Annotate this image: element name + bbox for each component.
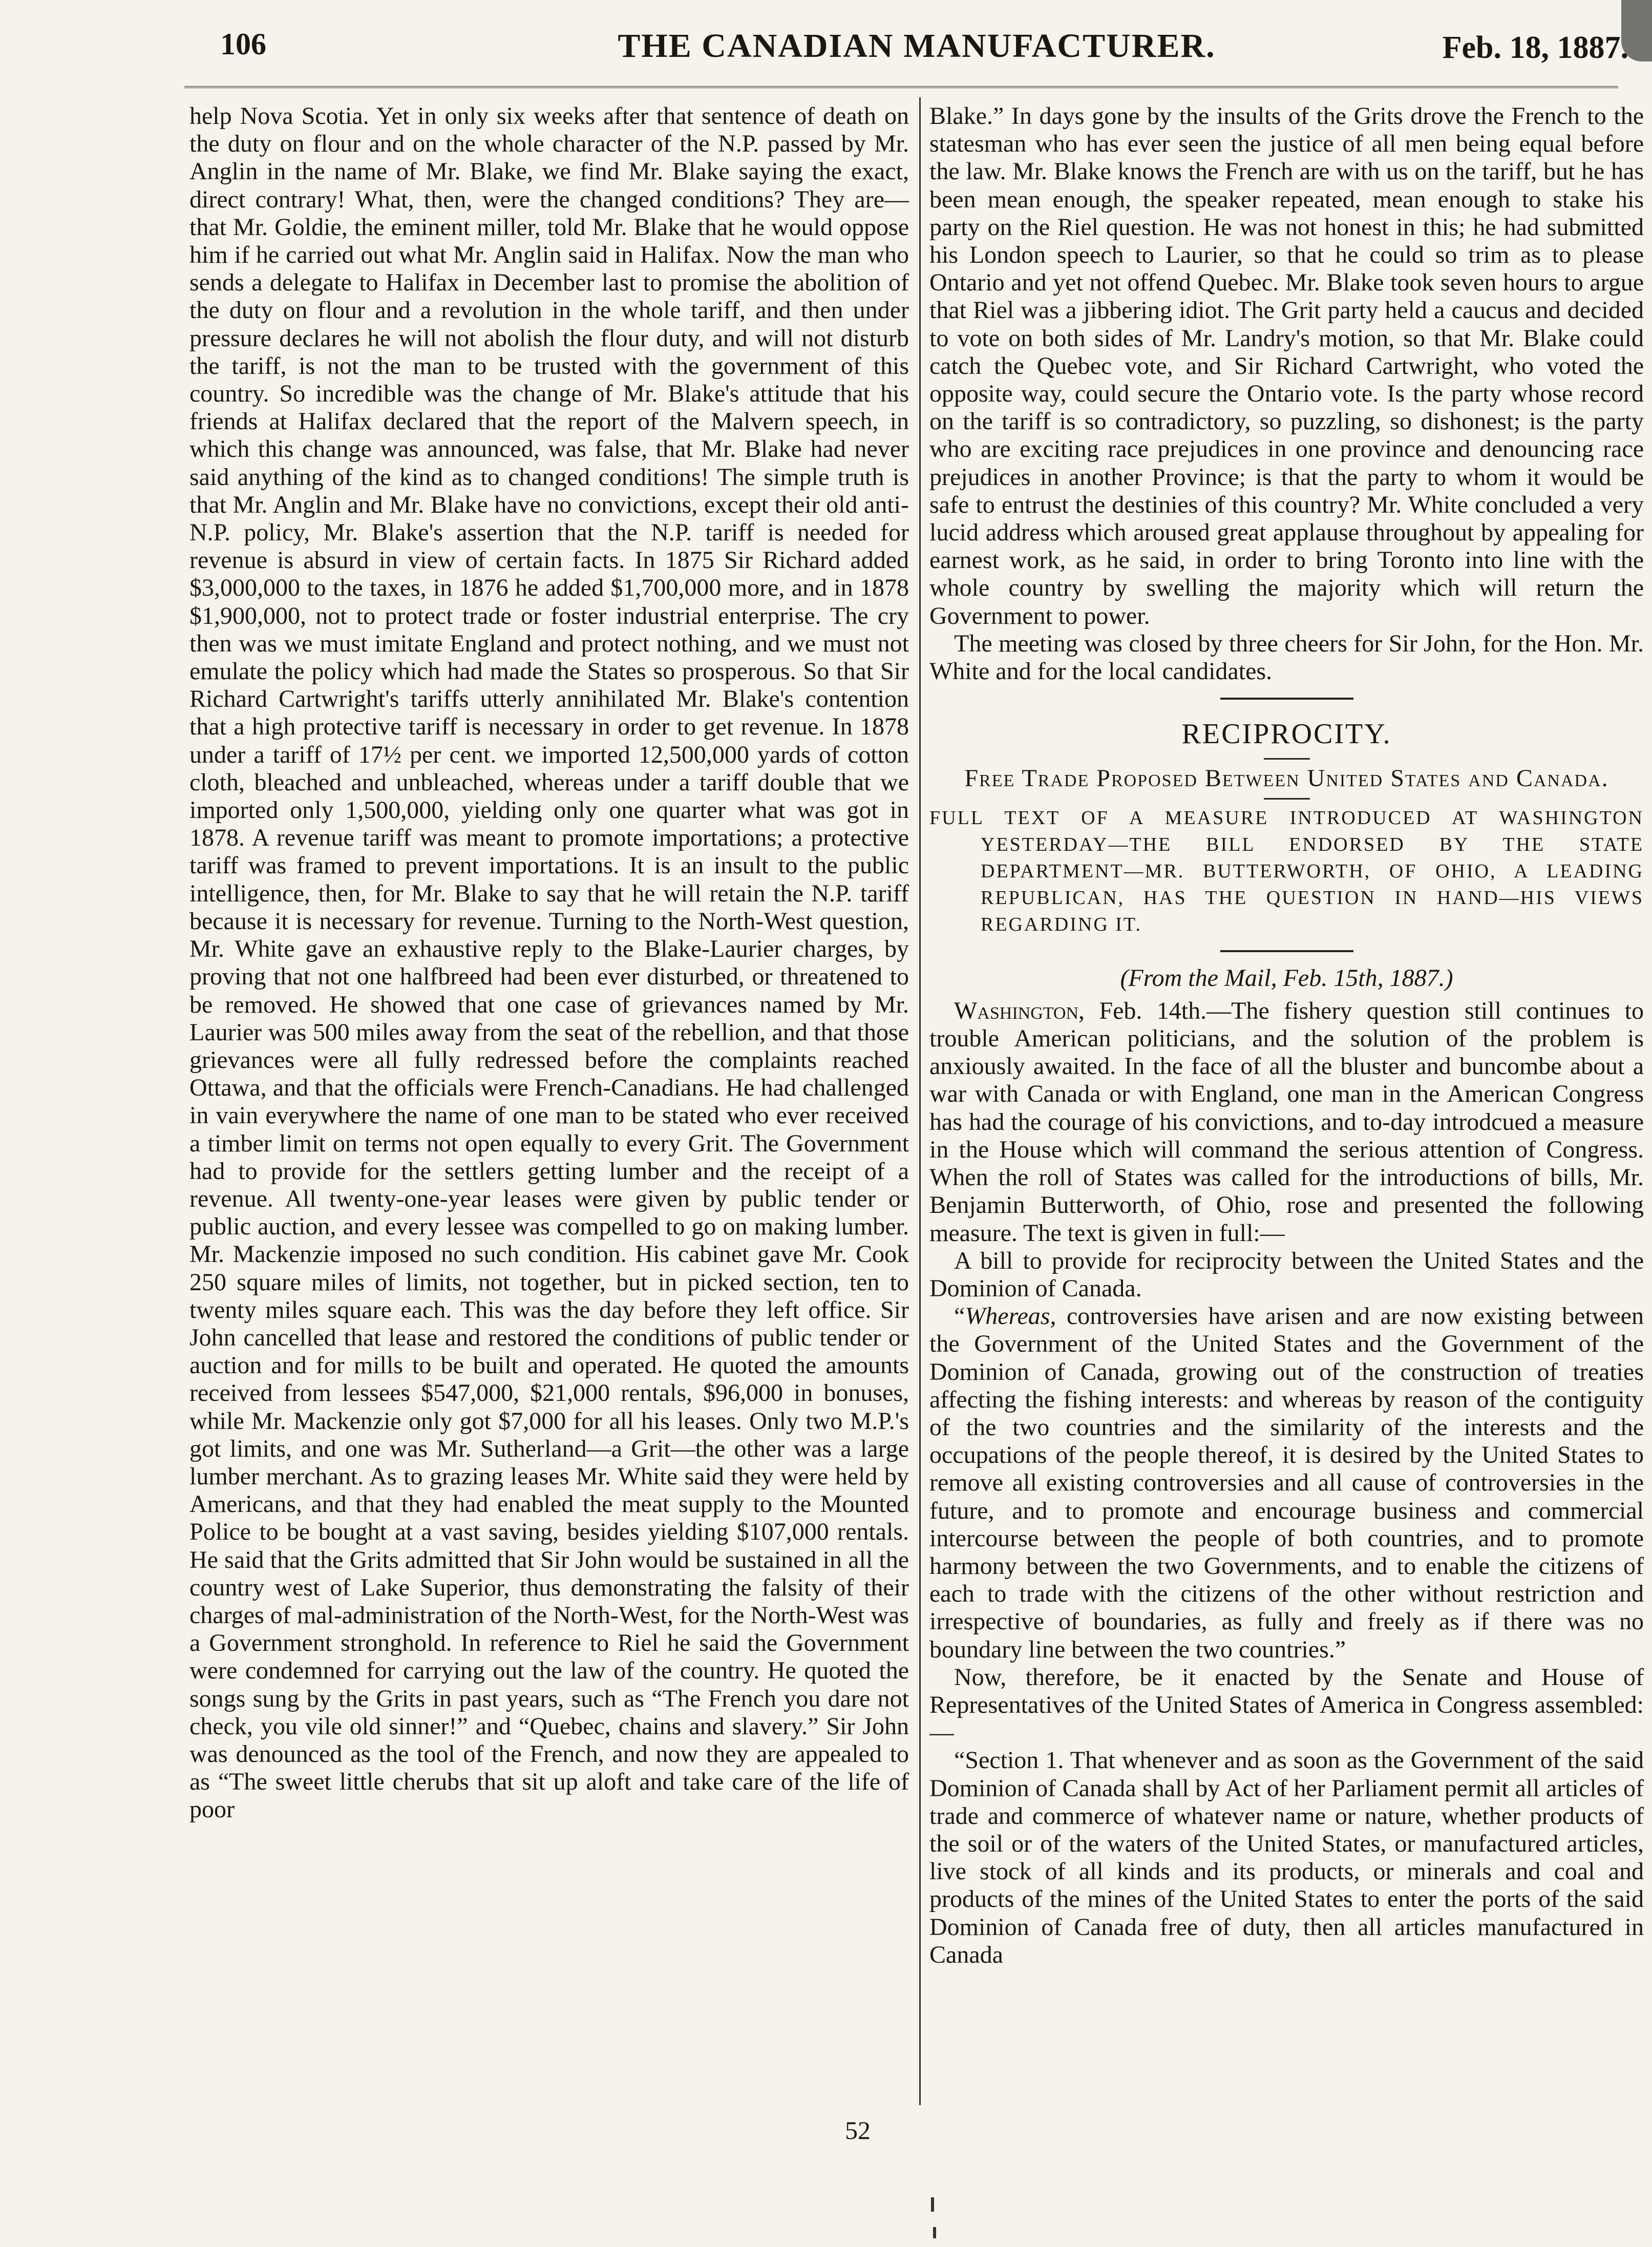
enactment-clause: Now, therefore, be it enacted by the Senate and House of Representatives of the United States of America in Congress assembled:— [929,1663,1644,1747]
whereas-body: controversies have arisen and are now existing between the Government of the United States and the Government of the Dominion of Canada, growing out of the construction of treaties affecting the fishing interests: and whereas by reason of the contiguity of the two countries and the similarity of the interests and the occupations of the people thereof, it is desired by the United States to remove all existing controversies and all cause of controversies in the future, and to promote and encourage business and commercial intercourse between the people of both countries, and to promote harmony between the two Governments, and to enable the citizens of each to trade with the citizens of the other without restriction and irrespective of boundaries, as fully and freely as if there was no boundary line between the two countries.” [929,1303,1644,1663]
publication-title: THE CANADIAN MANUFACTURER. [618,27,1216,65]
left-column [189,102,909,2110]
whereas-paragraph [929,1303,1644,1664]
dateline: Washington, [954,997,1085,1024]
right-column [929,102,1644,2110]
column-divider [919,97,921,2105]
article-subhead: Free Trade Proposed Between United States and Canada. [964,765,1609,792]
meeting-closing: The meeting was closed by three cheers for Sir John, for the Hon. Mr. White and for the local candidates. [929,629,1644,685]
dateline-body: Feb. 14th.—The fishery question still continues to trouble American politicians, and the solution of the problem is anxiously awaited. In the face of all the bluster and buncombe about a war with Canada or with England, one man in the American Congress has had the courage of his convictions, and to-day introdcued a measure in the House which will command the serious attention of Congress. When the roll of States was called for the introductions of bills, Mr. Benjamin Butterworth, of Ohio, rose and presented the following measure. The text is given in full:— [929,997,1644,1247]
whereas-word: Whereas, [965,1303,1056,1330]
article-deck: FULL TEXT OF A MEASURE INTRODUCED AT WASHINGTON YESTERDAY—THE BILL ENDORSED BY THE STATE DEPARTMENT—MR. BUTTERWORTH, OF OHIO, A LEADING REPUBLICAN, HAS THE QUESTION IN HAND—HIS VIEWS REGARDING IT. [929,807,1644,935]
open-quote: “ [954,1303,965,1330]
source-credit: (From the Mail, Feb. 15th, 1887.) [1120,964,1453,992]
bill-title: A bill to provide for reciprocity between the United States and the Dominion of Canada. [929,1247,1644,1302]
issue-date: Feb. 18, 1887. [1442,30,1628,65]
page-header [184,27,1649,83]
short-rule [1264,758,1310,760]
binding-mark [931,2197,934,2212]
section-title: RECIPROCITY. [1181,718,1392,750]
section-rule [1220,698,1353,700]
signature-mark: 52 [845,2116,871,2145]
section-one: “Section 1. That whenever and as soon as the Government of the said Dominion of Canada shall by Act of her Parliament permit all articles of trade and commerce of whatever name or nature, whether products of the soil or of the waters of the United States, or manufactured articles, live stock of all kinds and its products, or minerals and coal and products of the mines of the United States to enter the ports of the said Dominion of Canada free of duty, then all articles manufactured in Canada [929,1747,1644,1968]
short-rule [1264,798,1310,800]
dateline-paragraph [929,997,1644,1247]
binding-mark [933,2227,936,2238]
deck-rule [1220,950,1353,952]
header-rule [184,86,1618,88]
speech-conclusion: Blake.” In days gone by the insults of the Grits drove the French to the statesman who has ever seen the justice of all men being equal before the law. Mr. Blake knows the French are with us on the tariff, but he has been mean enough, the speaker repeated, mean enough to stake his party on the Riel question. He was not honest in this; he had submitted his London speech to Laurier, so that he could so trim as to please Ontario and yet not offend Quebec. Mr. Blake took seven hours to argue that Riel was a jibbering idiot. The Grit party held a caucus and decided to vote on both sides of Mr. Landry's motion, so that Mr. Blake could catch the Quebec vote, and Sir Richard Cartwright, who voted the opposite way, could secure the Ontario vote. Is the party whose record on the tariff is so contradictory, so puzzling, so dishonest; is the party who are exciting race prejudices in one province and denouncing race prejudices in another Province; is that the party to whom it would be safe to entrust the destinies of this country? Mr. White concluded a very lucid address which aroused great applause throughout by appealing for earnest work, as he said, in order to bring Toronto into line with the whole country by swelling the majority which will return the Government to power. [929,102,1644,629]
page-number: 106 [220,27,266,61]
left-column-text: help Nova Scotia. Yet in only six weeks after that sentence of death on the duty on flour and on the whole character of the N.P. passed by Mr. Anglin in the name of Mr. Blake, we find Mr. Blake saying the exact, direct contrary! What, then, were the changed conditions? They are—that Mr. Goldie, the eminent miller, told Mr. Blake that he would oppose him if he carried out what Mr. Anglin said in Halifax. Now the man who sends a delegate to Halifax in December last to promise the abolition of the duty on flour and a revolution in the whole tariff, and then under pressure declares he will not abolish the flour duty, and will not disturb the tariff, is not the man to be trusted with the government of this country. So incredible was the change of Mr. Blake's attitude that his friends at Halifax declared that the report of the Malvern speech, in which this change was announced, was false, that Mr. Blake had never said anything of the kind as to changed conditions! The simple truth is that Mr. Anglin and Mr. Blake have no convictions, except their old anti-N.P. policy, Mr. Blake's assertion that the N.P. tariff is needed for revenue is absurd in view of certain facts. In 1875 Sir Richard added $3,000,000 to the taxes, in 1876 he added $1,700,000 more, and in 1878 $1,900,000, not to protect trade or foster industrial enterprise. The cry then was we must imitate England and protect nothing, and we must not emulate the policy which had made the States so prosperous. So that Sir Richard Cartwright's tariffs utterly annihilated Mr. Blake's contention that a high protective tariff is necessary in order to get revenue. In 1878 under a tariff of 17½ per cent. we imported 12,500,000 yards of cotton cloth, bleached and unbleached, whereas under a tariff double that we imported only 1,500,000, yielding only one quarter what was got in 1878. A revenue tariff was meant to promote importations; a protective tariff was framed to prevent importations. It is an insult to the public intelligence, then, for Mr. Blake to say that he will retain the N.P. tariff because it is necessary for revenue. Turning to the North-West question, Mr. White gave an exhaustive reply to the Blake-Laurier charges, by proving that not one halfbreed had been ever disturbed, or threatened to be removed. He showed that one case of grievances named by Mr. Laurier was 500 miles away from the seat of the rebellion, and that those grievances were all fully redressed before the complaints reached Ottawa, and that the officials were French-Canadians. He had challenged in vain everywhere the name of one man to be stated who ever received a timber limit on terms not open equally to every Grit. The Government had to provide for the settlers getting lumber and the receipt of a revenue. All twenty-one-year leases were given by public tender or public auction, and every lessee was compelled to go on making lumber. Mr. Mackenzie imposed no such condition. His cabinet gave Mr. Cook 250 square miles of limits, not together, but in picked section, ten to twenty miles square each. This was the day before they left office. Sir John cancelled that lease and restored the conditions of public tender or auction and for mills to be built and operated. He quoted the amounts received from lessees $547,000, $21,000 rentals, $96,000 in bonuses, while Mr. Mackenzie only got $7,000 for all his leases. Only two M.P.'s got limits, and one was Mr. Sutherland—a Grit—the other was a large lumber merchant. As to grazing leases Mr. White said they were held by Americans, and that they had enabled the meat supply to the Mounted Police to be bought at a vast saving, besides yielding $107,000 rentals. He said that the Grits admitted that Sir John would be sustained in all the country west of Lake Superior, thus demonstrating the falsity of their charges of mal-administration of the North-West, for the North-West was a Government stronghold. In reference to Riel he said the Government were condemned for carrying out the law of the country. He quoted the songs sung by the Grits in past years, such as “The French you dare not check, you vile old sinner!” and “Quebec, chains and slavery.” Sir John was denounced as the tool of the French, and now they are appealed to as “The sweet little cherubs that sit up aloft and take care of the life of poor [189,102,909,1823]
